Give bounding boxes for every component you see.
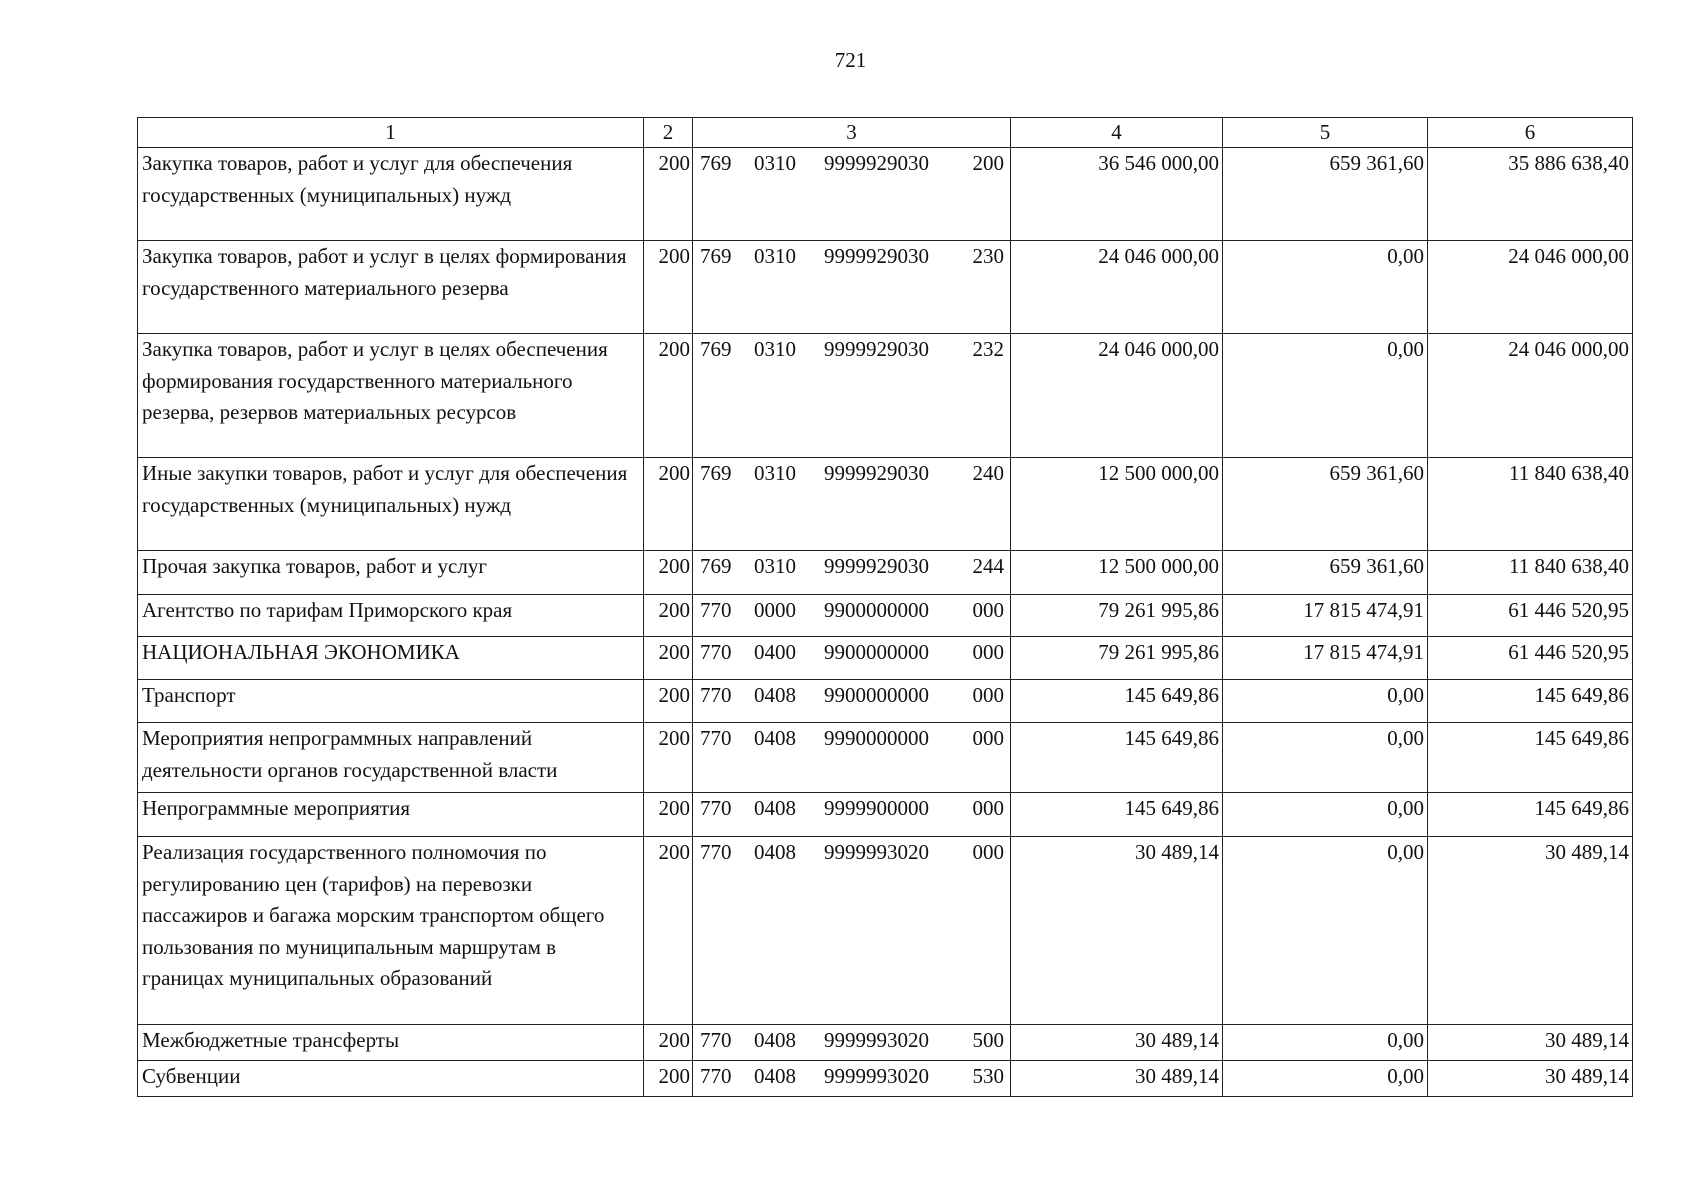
code-ved: 770: [700, 726, 732, 750]
table-row: [138, 637, 1633, 680]
code-ved: 770: [700, 1028, 732, 1052]
code-ved: 769: [700, 337, 732, 361]
code-target-article: 9999993020: [824, 840, 929, 864]
row-col4: 145 649,86: [1011, 793, 1223, 837]
code-section: 0310: [754, 554, 796, 578]
row-code: [693, 148, 1011, 241]
table-row: [138, 148, 1633, 241]
row-code: [693, 551, 1011, 595]
code-expense-type: 000: [972, 683, 1004, 707]
row-code: [693, 680, 1011, 723]
code-expense-type: 240: [972, 461, 1004, 485]
code-target-article: 9999929030: [824, 461, 929, 485]
code-target-article: 9999993020: [824, 1064, 929, 1088]
row-col2: 200: [644, 458, 693, 551]
row-col4: 79 261 995,86: [1011, 595, 1223, 637]
code-ved: 770: [700, 640, 732, 664]
row-col2: 200: [644, 551, 693, 595]
table-row: [138, 1061, 1633, 1097]
code-expense-type: 200: [972, 151, 1004, 175]
row-code: [693, 458, 1011, 551]
table-row: [138, 680, 1633, 723]
row-name: Иные закупки товаров, работ и услуг для обеспечения государственных (муниципальных) нужд: [138, 458, 644, 551]
row-col2: 200: [644, 680, 693, 723]
row-col6: 24 046 000,00: [1428, 334, 1633, 458]
row-col6: 145 649,86: [1428, 793, 1633, 837]
row-name: Субвенции: [138, 1061, 644, 1097]
row-col5: 0,00: [1223, 793, 1428, 837]
row-col4: 145 649,86: [1011, 723, 1223, 793]
row-col5: 0,00: [1223, 680, 1428, 723]
table-row: [138, 723, 1633, 793]
row-col5: 17 815 474,91: [1223, 637, 1428, 680]
code-target-article: 9990000000: [824, 726, 929, 750]
header-cell-2: 2: [644, 118, 693, 148]
row-col6: 35 886 638,40: [1428, 148, 1633, 241]
row-name: НАЦИОНАЛЬНАЯ ЭКОНОМИКА: [138, 637, 644, 680]
code-section: 0310: [754, 461, 796, 485]
table-row: [138, 1025, 1633, 1061]
code-expense-type: 000: [972, 840, 1004, 864]
row-code: [693, 241, 1011, 334]
table-row: [138, 793, 1633, 837]
row-name: Закупка товаров, работ и услуг для обеспечения государственных (муниципальных) нужд: [138, 148, 644, 241]
code-section: 0408: [754, 1028, 796, 1052]
row-col2: 200: [644, 1061, 693, 1097]
row-col2: 200: [644, 241, 693, 334]
row-name: Агентство по тарифам Приморского края: [138, 595, 644, 637]
row-code: [693, 595, 1011, 637]
row-col2: 200: [644, 837, 693, 1025]
code-ved: 769: [700, 554, 732, 578]
code-ved: 770: [700, 1064, 732, 1088]
code-section: 0408: [754, 796, 796, 820]
row-col5: 0,00: [1223, 723, 1428, 793]
table-header-row: [138, 118, 1633, 148]
row-name: Закупка товаров, работ и услуг в целях формирования государственного материального резерва: [138, 241, 644, 334]
row-col6: 11 840 638,40: [1428, 551, 1633, 595]
row-col4: 30 489,14: [1011, 1025, 1223, 1061]
row-name: Реализация государственного полномочия по регулированию цен (тарифов) на перевозки пассажиров и багажа морским транспортом общего пользования по муниципальным маршрутам в границах муниципальных образований: [138, 837, 644, 1025]
code-section: 0310: [754, 151, 796, 175]
code-section: 0310: [754, 337, 796, 361]
row-code: [693, 334, 1011, 458]
row-col6: 24 046 000,00: [1428, 241, 1633, 334]
table-row: [138, 551, 1633, 595]
budget-table: [137, 117, 1633, 1097]
code-expense-type: 230: [972, 244, 1004, 268]
code-target-article: 9999993020: [824, 1028, 929, 1052]
code-ved: 769: [700, 151, 732, 175]
row-col6: 61 446 520,95: [1428, 637, 1633, 680]
code-section: 0000: [754, 598, 796, 622]
header-cell-6: 6: [1428, 118, 1633, 148]
row-col6: 30 489,14: [1428, 1025, 1633, 1061]
row-col4: 79 261 995,86: [1011, 637, 1223, 680]
row-col2: 200: [644, 148, 693, 241]
row-code: [693, 637, 1011, 680]
table-row: [138, 595, 1633, 637]
row-code: [693, 723, 1011, 793]
row-name: Прочая закупка товаров, работ и услуг: [138, 551, 644, 595]
row-name: Транспорт: [138, 680, 644, 723]
code-target-article: 9999900000: [824, 796, 929, 820]
code-section: 0400: [754, 640, 796, 664]
row-col4: 12 500 000,00: [1011, 458, 1223, 551]
header-cell-1: 1: [138, 118, 644, 148]
code-expense-type: 000: [972, 598, 1004, 622]
row-col5: 659 361,60: [1223, 458, 1428, 551]
code-target-article: 9900000000: [824, 640, 929, 664]
row-col4: 30 489,14: [1011, 1061, 1223, 1097]
row-col6: 61 446 520,95: [1428, 595, 1633, 637]
row-name: Мероприятия непрограммных направлений деятельности органов государственной власти: [138, 723, 644, 793]
row-col5: 0,00: [1223, 334, 1428, 458]
code-ved: 769: [700, 461, 732, 485]
code-expense-type: 244: [972, 554, 1004, 578]
code-expense-type: 000: [972, 796, 1004, 820]
row-col6: 145 649,86: [1428, 680, 1633, 723]
table-row: [138, 458, 1633, 551]
header-cell-4: 4: [1011, 118, 1223, 148]
row-col5: 17 815 474,91: [1223, 595, 1428, 637]
row-col5: 0,00: [1223, 241, 1428, 334]
row-col2: 200: [644, 595, 693, 637]
row-col5: 0,00: [1223, 1061, 1428, 1097]
row-col2: 200: [644, 334, 693, 458]
row-col4: 30 489,14: [1011, 837, 1223, 1025]
row-col2: 200: [644, 637, 693, 680]
row-col5: 659 361,60: [1223, 148, 1428, 241]
row-name: Непрограммные мероприятия: [138, 793, 644, 837]
code-section: 0408: [754, 683, 796, 707]
code-expense-type: 232: [972, 337, 1004, 361]
row-col4: 24 046 000,00: [1011, 334, 1223, 458]
row-col2: 200: [644, 723, 693, 793]
row-col6: 30 489,14: [1428, 1061, 1633, 1097]
row-name: Закупка товаров, работ и услуг в целях обеспечения формирования государственного материального резерва, резервов материальных ресурсов: [138, 334, 644, 458]
code-section: 0408: [754, 726, 796, 750]
row-code: [693, 1025, 1011, 1061]
row-col2: 200: [644, 793, 693, 837]
row-col5: 659 361,60: [1223, 551, 1428, 595]
row-col4: 12 500 000,00: [1011, 551, 1223, 595]
code-target-article: 9999929030: [824, 554, 929, 578]
row-col5: 0,00: [1223, 837, 1428, 1025]
code-ved: 770: [700, 840, 732, 864]
code-target-article: 9900000000: [824, 683, 929, 707]
code-expense-type: 000: [972, 726, 1004, 750]
code-ved: 770: [700, 683, 732, 707]
row-code: [693, 793, 1011, 837]
code-target-article: 9999929030: [824, 244, 929, 268]
table-row: [138, 837, 1633, 1025]
code-expense-type: 500: [972, 1028, 1004, 1052]
row-col4: 36 546 000,00: [1011, 148, 1223, 241]
header-cell-5: 5: [1223, 118, 1428, 148]
table-row: [138, 241, 1633, 334]
code-section: 0310: [754, 244, 796, 268]
row-col6: 11 840 638,40: [1428, 458, 1633, 551]
header-cell-3: 3: [693, 118, 1011, 148]
code-section: 0408: [754, 1064, 796, 1088]
code-ved: 769: [700, 244, 732, 268]
row-col2: 200: [644, 1025, 693, 1061]
code-ved: 770: [700, 598, 732, 622]
code-target-article: 9900000000: [824, 598, 929, 622]
row-col6: 30 489,14: [1428, 837, 1633, 1025]
code-section: 0408: [754, 840, 796, 864]
row-code: [693, 837, 1011, 1025]
code-expense-type: 530: [972, 1064, 1004, 1088]
code-target-article: 9999929030: [824, 337, 929, 361]
row-col4: 145 649,86: [1011, 680, 1223, 723]
page-number: 721: [834, 48, 867, 72]
row-name: Межбюджетные трансферты: [138, 1025, 644, 1061]
code-target-article: 9999929030: [824, 151, 929, 175]
row-code: [693, 1061, 1011, 1097]
table-row: [138, 334, 1633, 458]
row-col4: 24 046 000,00: [1011, 241, 1223, 334]
row-col5: 0,00: [1223, 1025, 1428, 1061]
row-col6: 145 649,86: [1428, 723, 1633, 793]
code-ved: 770: [700, 796, 732, 820]
code-expense-type: 000: [972, 640, 1004, 664]
